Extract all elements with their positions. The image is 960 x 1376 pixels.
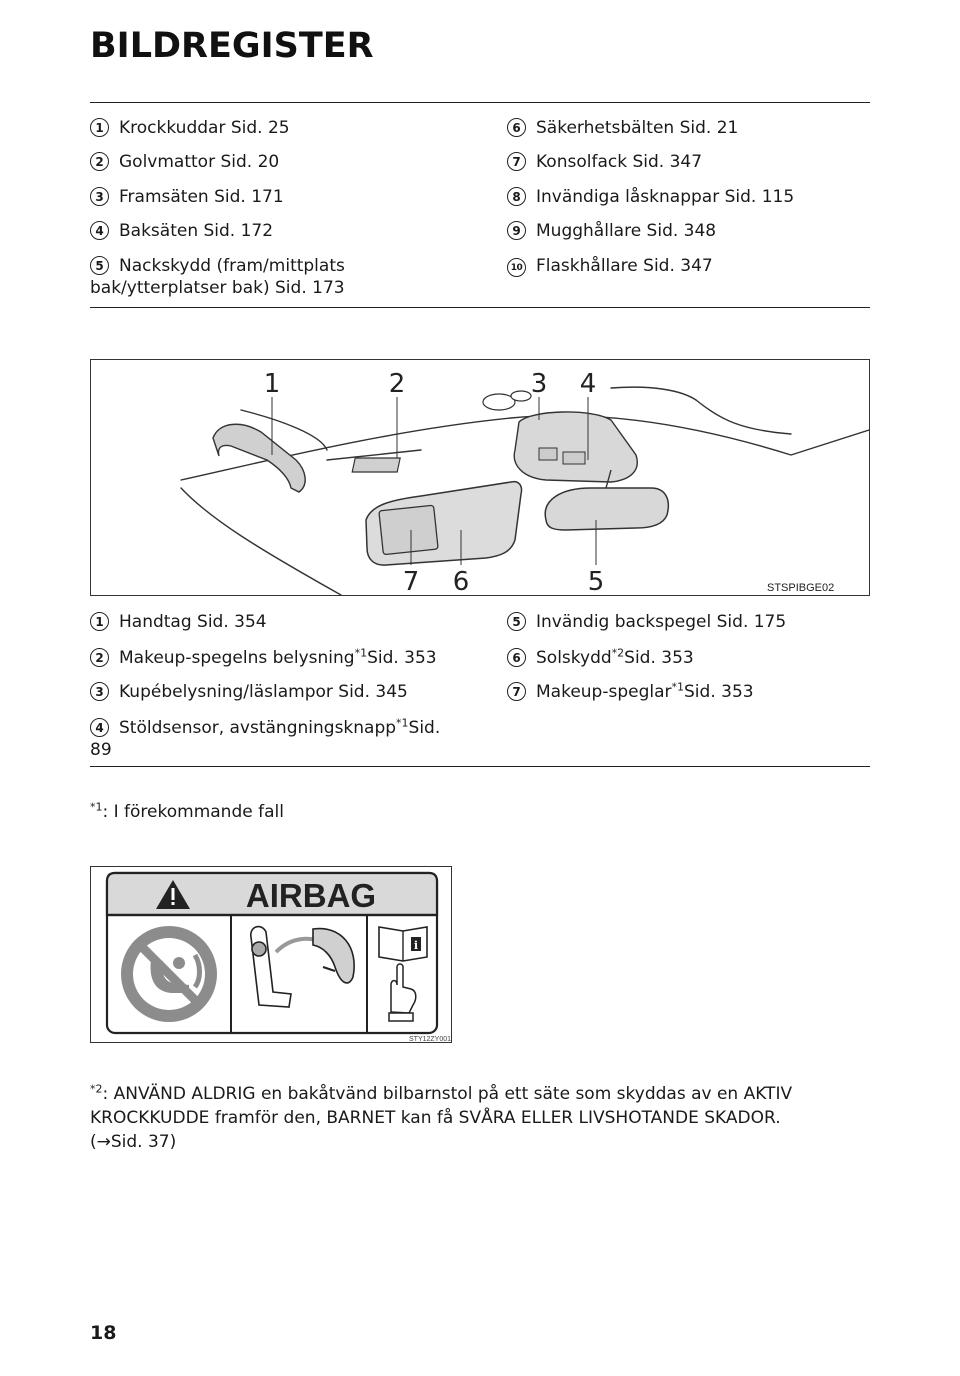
- list-item-text: Säkerhetsbälten Sid. 21: [536, 118, 739, 138]
- number-badge: 6: [507, 648, 526, 667]
- list-item-page: Sid. 353: [684, 682, 754, 702]
- figure-code: STSPIBGE02: [767, 582, 835, 594]
- list-item: [507, 117, 877, 139]
- list-item: [90, 681, 460, 703]
- footnote-line: KROCKKUDDE framför den, BARNET kan få SVÅRA ELLER LIVSHOTANDE SKADOR.: [90, 1108, 781, 1128]
- list-item: [90, 117, 460, 139]
- footnote-marker: *1: [354, 646, 368, 660]
- list-item: [90, 220, 460, 242]
- airbag-warning-label: [90, 866, 452, 1043]
- list-item-text: Makeup-spegelns belysning: [119, 648, 355, 668]
- number-badge: 7: [507, 682, 526, 701]
- list-item-text-continued: bak/ytterplatser bak) Sid. 173: [90, 278, 345, 298]
- number-badge: 2: [90, 648, 109, 667]
- footnote-text: : I förekommande fall: [102, 802, 284, 822]
- footnote-line: [90, 1082, 880, 1106]
- list-item-page: Sid. 353: [624, 648, 694, 668]
- svg-text:i: i: [413, 939, 419, 952]
- list-item-text: Nackskydd (fram/mittplats: [119, 256, 345, 276]
- dome-light-shape: [483, 394, 515, 410]
- callout-7: 7: [402, 567, 420, 595]
- number-badge: 8: [507, 187, 526, 206]
- callout-3: 3: [530, 369, 548, 399]
- airbag-label-drawing: [91, 867, 451, 1042]
- read-manual-icon: [379, 927, 427, 961]
- vanity-mirror-shape: [379, 505, 438, 555]
- list-item-text-continued: 89: [90, 740, 112, 760]
- list-item-text: Golvmattor Sid. 20: [119, 152, 280, 172]
- list-item: [90, 151, 460, 173]
- footnote-marker: *2: [90, 1082, 103, 1096]
- list-item-text: Framsäten Sid. 171: [119, 187, 284, 207]
- list-item-text: Stöldsensor, avstängningsknapp: [119, 718, 397, 738]
- list-item-text: Flaskhållare Sid. 347: [536, 256, 713, 276]
- number-badge: 6: [507, 118, 526, 137]
- ceiling-drawing: [91, 360, 869, 595]
- number-badge: 1: [90, 612, 109, 631]
- number-badge: 3: [90, 682, 109, 701]
- footnote-marker: *1: [671, 680, 685, 694]
- list-item: [90, 186, 460, 208]
- number-badge: 3: [90, 187, 109, 206]
- list-item-text: Baksäten Sid. 172: [119, 221, 274, 241]
- grab-handle-shape: [213, 424, 305, 492]
- list-item-text: Mugghållare Sid. 348: [536, 221, 717, 241]
- rearview-mirror-shape: [545, 488, 668, 530]
- callout-6: 6: [452, 567, 470, 595]
- list-item: [507, 186, 877, 208]
- list-item-text: Konsolfack Sid. 347: [536, 152, 703, 172]
- list-item-page: Sid. 353: [367, 648, 437, 668]
- page-title: BILDREGISTER: [90, 26, 374, 66]
- number-badge: 1: [90, 118, 109, 137]
- footnote-text: : ANVÄND ALDRIG en bakåtvänd bilbarnstol på ett säte som skyddas av en AKTIV: [102, 1084, 793, 1104]
- callout-4: 4: [579, 369, 597, 399]
- list-item-text: Invändig backspegel Sid. 175: [536, 612, 787, 632]
- list-item-text: Kupébelysning/läslampor Sid. 345: [119, 682, 408, 702]
- console-button-shape: [563, 452, 585, 464]
- footnote-marker: *2: [611, 646, 625, 660]
- list-item: [507, 220, 877, 242]
- dome-light-shape: [511, 391, 531, 401]
- list-item-text: Invändiga låsknappar Sid. 115: [536, 187, 795, 207]
- callout-1: 1: [263, 369, 281, 399]
- footnote-marker: *1: [90, 800, 103, 814]
- airbag-title: AIRBAG: [245, 877, 377, 914]
- footnote-1: [90, 800, 284, 824]
- no-rear-facing-child-seat-icon: [121, 926, 217, 1022]
- list-item: [90, 717, 489, 761]
- page-number: 18: [90, 1322, 117, 1344]
- list-item-text: Solskydd: [536, 648, 612, 668]
- top-rule: [90, 102, 870, 103]
- list-item: [507, 681, 877, 703]
- overhead-console-shape: [514, 412, 637, 482]
- list-item: [507, 647, 877, 669]
- callout-5: 5: [587, 567, 605, 595]
- list-item: [90, 611, 460, 633]
- section-rule: [90, 307, 870, 308]
- number-badge: 7: [507, 152, 526, 171]
- number-badge: 9: [507, 221, 526, 240]
- number-badge: 4: [90, 718, 109, 737]
- footnote-line: (→Sid. 37): [90, 1132, 177, 1152]
- section-rule: [90, 766, 870, 767]
- console-button-shape: [539, 448, 557, 460]
- list-item-text: Krockkuddar Sid. 25: [119, 118, 290, 138]
- number-badge: 5: [507, 612, 526, 631]
- list-item-text: Handtag Sid. 354: [119, 612, 267, 632]
- list-item-text: Makeup-speglar: [536, 682, 672, 702]
- footnote-marker: *1: [396, 716, 409, 730]
- list-item-page: Sid.: [408, 718, 441, 738]
- number-badge: 2: [90, 152, 109, 171]
- list-item: [507, 151, 877, 173]
- list-item: [507, 611, 877, 633]
- callout-2: 2: [388, 369, 406, 399]
- list-item: [507, 255, 877, 277]
- footnote-2: [90, 1082, 880, 1154]
- number-badge: 4: [90, 221, 109, 240]
- list-item: [90, 255, 489, 299]
- mirror-light-shape: [352, 458, 400, 472]
- interior-ceiling-illustration: [90, 359, 870, 596]
- number-badge: 10: [507, 258, 526, 277]
- number-badge: 5: [90, 256, 109, 275]
- airbag-label-code: STY12ZY001: [409, 1036, 451, 1042]
- list-item: [90, 647, 460, 669]
